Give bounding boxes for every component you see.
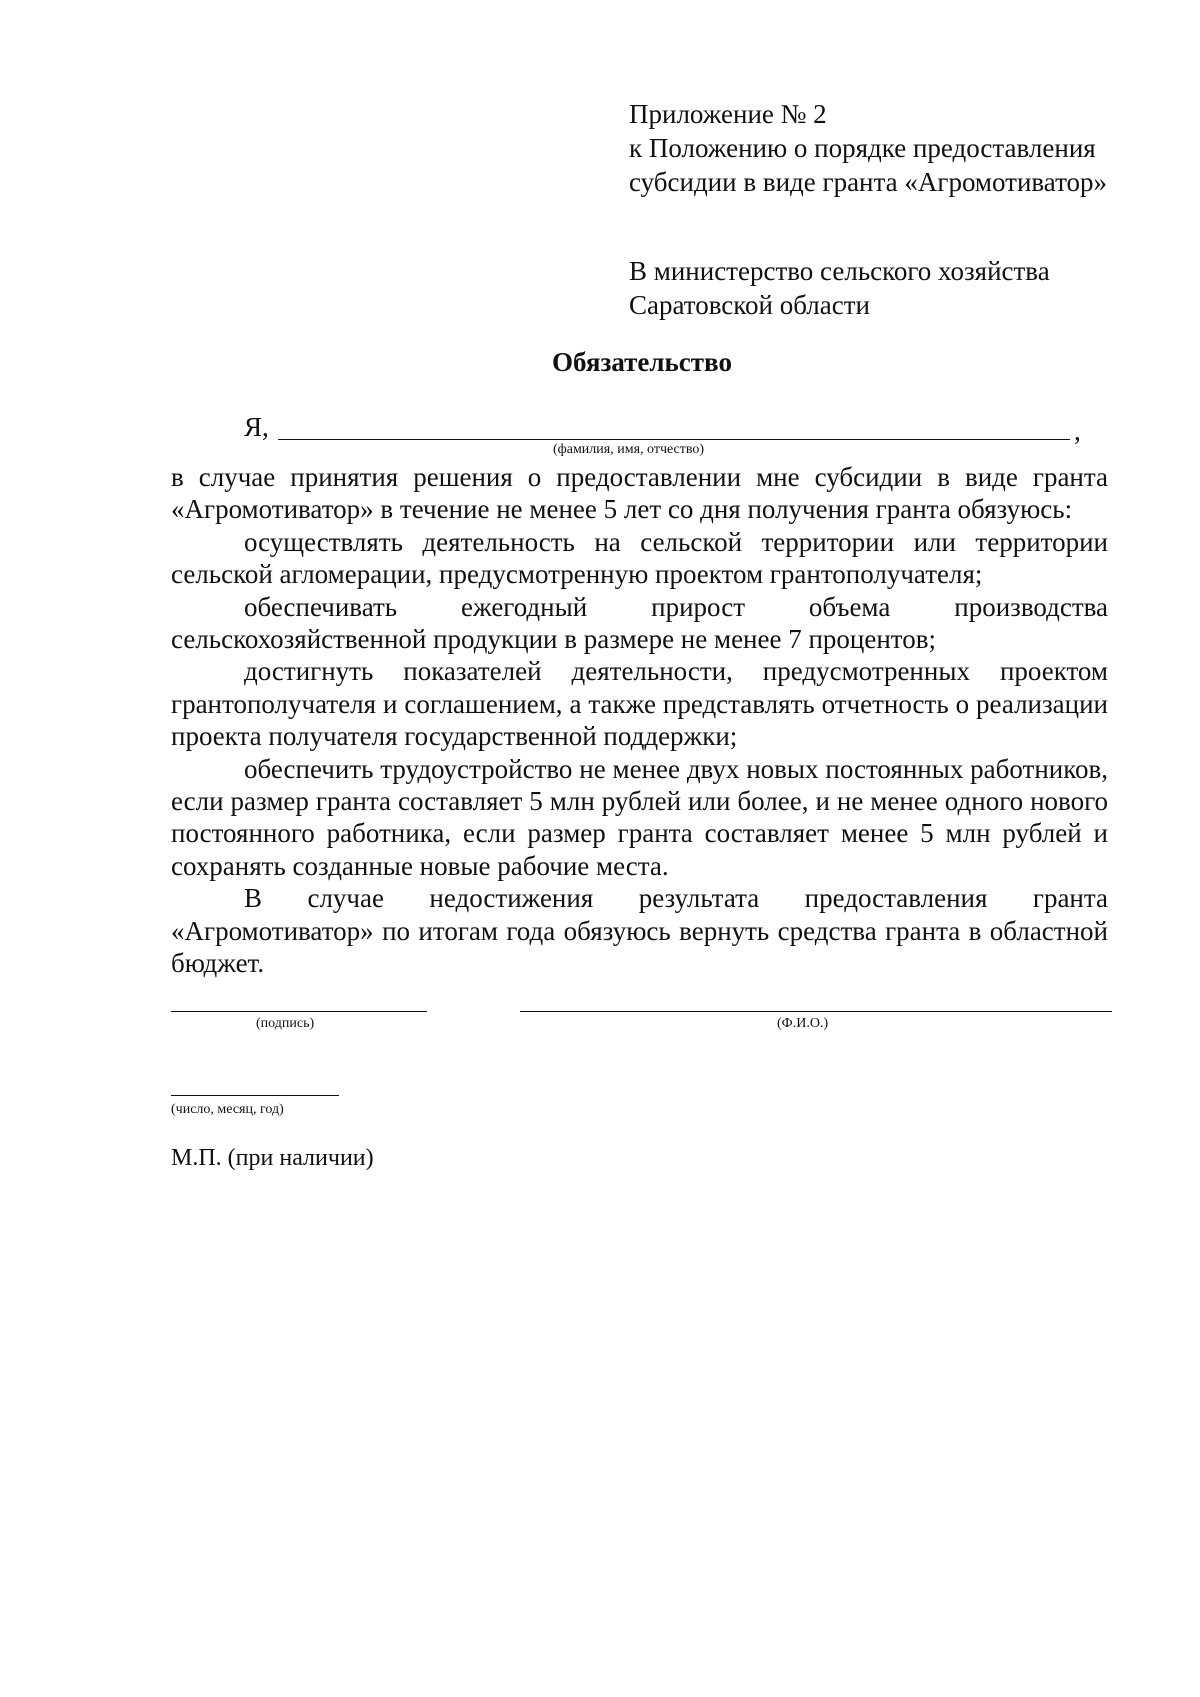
signature-caption: (подпись) bbox=[256, 1016, 315, 1031]
signature-field[interactable] bbox=[171, 1011, 427, 1012]
declarant-name-field[interactable] bbox=[278, 439, 1070, 440]
appendix-header bbox=[629, 97, 1149, 199]
date-caption: (число, месяц, год) bbox=[171, 1102, 284, 1117]
document-title: Обязательство bbox=[552, 347, 732, 377]
declarant-prefix: Я, bbox=[244, 412, 269, 442]
paragraph-obligation: осуществлять деятельность на сельской территории или территории сельской агломерации, предусмотренную проектом грантополучателя; bbox=[171, 526, 1108, 590]
stamp-note: М.П. (при наличии) bbox=[171, 1145, 374, 1171]
paragraph-refund: В случае недостижения результата предоставления гранта «Агромотиватор» по итогам года обязуюсь вернуть средства гранта в областной бюджет. bbox=[171, 883, 1108, 979]
appendix-reference-cont: субсидии в виде гранта «Агромотиватор» bbox=[629, 167, 1108, 197]
date-field[interactable] bbox=[171, 1095, 339, 1096]
obligation-body bbox=[171, 461, 1108, 980]
paragraph-obligation: достигнуть показателей деятельности, предусмотренных проектом грантополучателя и соглашением, а также представлять отчетность о реализации проекта получателя государственной поддержки; bbox=[171, 656, 1108, 752]
addressee-line: Саратовской области bbox=[629, 290, 870, 320]
name-caption: (Ф.И.О.) bbox=[777, 1016, 829, 1031]
paragraph-intro: в случае принятия решения о предоставлении мне субсидии в виде гранта «Агромотиватор» в течение не менее 5 лет со дня получения гранта обязуюсь: bbox=[171, 462, 1108, 525]
full-name-caption: (фамилия, имя, отчество) bbox=[553, 442, 705, 457]
addressee-line: В министерство сельского хозяйства bbox=[629, 256, 1050, 286]
appendix-number: Приложение № 2 bbox=[629, 99, 827, 129]
name-field[interactable] bbox=[520, 1011, 1112, 1012]
addressee-block bbox=[629, 254, 1149, 322]
paragraph-obligation: обеспечить трудоустройство не менее двух новых постоянных работников, если размер гранта составляет 5 млн рублей или более, и не менее одного нового постоянного работника, если размер гранта составляет менее 5 млн рублей и сохранять созданные новые рабочие места. bbox=[171, 753, 1108, 881]
paragraph-obligation: обеспечивать ежегодный прирост объема производства сельскохозяйственной продукции в размере не менее 7 процентов; bbox=[171, 591, 1108, 655]
appendix-reference: к Положению о порядке предоставления bbox=[629, 133, 1096, 163]
declarant-suffix: , bbox=[1074, 416, 1081, 446]
